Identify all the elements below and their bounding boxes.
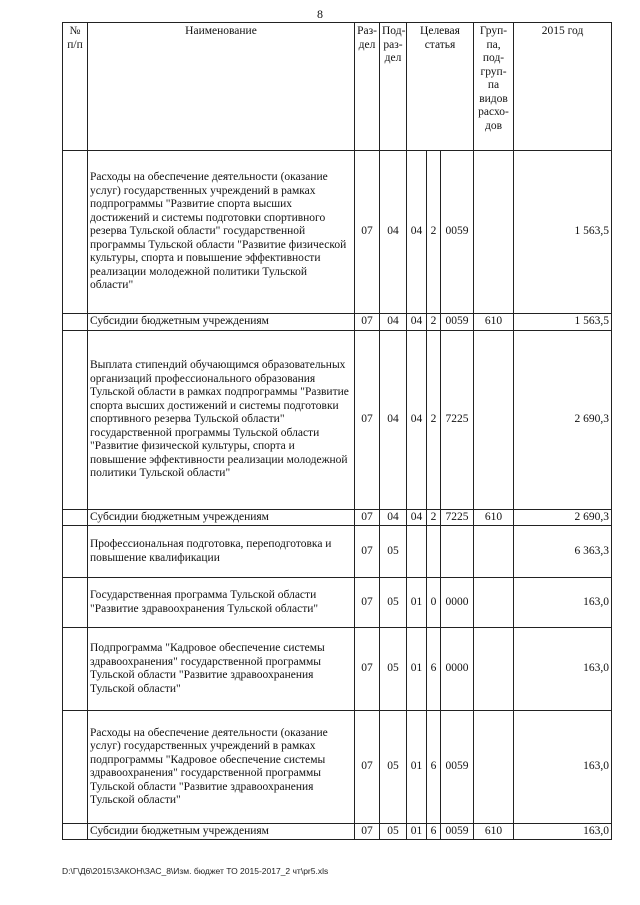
row-group	[474, 628, 514, 711]
row-target-2: 6	[427, 711, 441, 824]
row-num-cell	[63, 526, 88, 578]
row-subsection: 05	[380, 526, 407, 578]
row-amount: 1 563,5	[514, 151, 612, 314]
row-section: 07	[355, 711, 380, 824]
row-subsection: 04	[380, 314, 407, 331]
table-row	[63, 711, 612, 824]
row-target-1: 04	[407, 331, 427, 510]
row-group	[474, 151, 514, 314]
row-name: Профессиональная подготовка, переподготовка и повышение квалификации	[88, 526, 355, 578]
row-group: 610	[474, 314, 514, 331]
budget-table	[62, 22, 612, 840]
header-group: Груп-па, под-груп-па видов расхо-дов	[474, 23, 514, 151]
row-target-1: 04	[407, 510, 427, 526]
row-section: 07	[355, 151, 380, 314]
row-group: 610	[474, 824, 514, 840]
header-year: 2015 год	[514, 23, 612, 151]
row-subsection: 05	[380, 628, 407, 711]
row-target-2: 6	[427, 628, 441, 711]
row-target-2: 2	[427, 510, 441, 526]
row-name: Расходы на обеспечение деятельности (оказание услуг) государственных учреждений в рамках подпрограммы "Развитие спорта высших достижений и системы подготовки спортивного резерва Тульской области" государственной программы Тульской области "Развитие физической культуры, спорта и повышение эффективности реализации молодежной политики Тульской области"	[88, 151, 355, 314]
row-amount: 163,0	[514, 578, 612, 628]
row-section: 07	[355, 314, 380, 331]
row-amount: 2 690,3	[514, 331, 612, 510]
header-name: Наименование	[88, 23, 355, 151]
table-row	[63, 526, 612, 578]
row-num-cell	[63, 824, 88, 840]
row-subsection: 05	[380, 824, 407, 840]
table-row	[63, 578, 612, 628]
row-target-3: 7225	[441, 331, 474, 510]
header-section: Раз-дел	[355, 23, 380, 151]
row-target-1: 01	[407, 628, 427, 711]
row-section: 07	[355, 824, 380, 840]
row-target-3: 7225	[441, 510, 474, 526]
row-group	[474, 578, 514, 628]
row-group	[474, 711, 514, 824]
row-num-cell	[63, 510, 88, 526]
row-group: 610	[474, 510, 514, 526]
row-subsection: 04	[380, 151, 407, 314]
row-section: 07	[355, 331, 380, 510]
table-row	[63, 151, 612, 314]
row-target-3	[441, 526, 474, 578]
row-target-3: 0059	[441, 711, 474, 824]
header-num: № п/п	[63, 23, 88, 151]
row-amount: 2 690,3	[514, 510, 612, 526]
row-amount: 163,0	[514, 824, 612, 840]
row-name: Выплата стипендий обучающимся образовательных организаций профессионального образования Тульской области в рамках подпрограммы "Развитие спорта высших достижений и системы подготовки спортивного резерва Тульской области" государственной программы Тульской области "Развитие физической культуры, спорта и повышение эффективности реализации молодежной политики Тульской области"	[88, 331, 355, 510]
row-target-2: 2	[427, 314, 441, 331]
row-target-2: 2	[427, 331, 441, 510]
row-num-cell	[63, 711, 88, 824]
row-group	[474, 526, 514, 578]
row-amount: 163,0	[514, 711, 612, 824]
row-target-1: 04	[407, 314, 427, 331]
row-num-cell	[63, 331, 88, 510]
row-num-cell	[63, 628, 88, 711]
row-target-3: 0059	[441, 151, 474, 314]
row-section: 07	[355, 526, 380, 578]
row-num-cell	[63, 151, 88, 314]
row-target-3: 0059	[441, 824, 474, 840]
file-path-footer: D:\Г\Д6\2015\ЗАКОН\ЗАС_8\Изм. бюджет ТО 2015-2017_2 чт\pr5.xls	[62, 866, 329, 876]
table-row	[63, 510, 612, 526]
row-amount: 6 363,3	[514, 526, 612, 578]
table-row	[63, 824, 612, 840]
row-target-2: 2	[427, 151, 441, 314]
row-target-2	[427, 526, 441, 578]
row-num-cell	[63, 314, 88, 331]
row-subsection: 04	[380, 331, 407, 510]
row-name: Субсидии бюджетным учреждениям	[88, 510, 355, 526]
row-name: Государственная программа Тульской области "Развитие здравоохранения Тульской области"	[88, 578, 355, 628]
table-row	[63, 331, 612, 510]
row-target-3: 0000	[441, 628, 474, 711]
row-target-3: 0059	[441, 314, 474, 331]
row-amount: 163,0	[514, 628, 612, 711]
row-section: 07	[355, 510, 380, 526]
row-subsection: 05	[380, 711, 407, 824]
row-target-1	[407, 526, 427, 578]
row-name: Субсидии бюджетным учреждениям	[88, 314, 355, 331]
header-target: Целевая статья	[407, 23, 474, 151]
row-target-2: 6	[427, 824, 441, 840]
row-name: Расходы на обеспечение деятельности (оказание услуг) государственных учреждений в рамках подпрограммы "Кадровое обеспечение системы здравоохранения" государственной программы Тульской области "Развитие здравоохранения Тульской области"	[88, 711, 355, 824]
row-target-1: 01	[407, 824, 427, 840]
table-row	[63, 628, 612, 711]
row-group	[474, 331, 514, 510]
table-row	[63, 314, 612, 331]
row-subsection: 04	[380, 510, 407, 526]
row-section: 07	[355, 578, 380, 628]
row-name: Подпрограмма "Кадровое обеспечение системы здравоохранения" государственной программы Тульской области "Развитие здравоохранения Тульской области"	[88, 628, 355, 711]
row-target-1: 01	[407, 711, 427, 824]
row-target-2: 0	[427, 578, 441, 628]
page-number: 8	[317, 7, 323, 21]
row-num-cell	[63, 578, 88, 628]
row-target-1: 04	[407, 151, 427, 314]
header-row	[63, 23, 612, 151]
row-section: 07	[355, 628, 380, 711]
row-target-3: 0000	[441, 578, 474, 628]
row-subsection: 05	[380, 578, 407, 628]
row-amount: 1 563,5	[514, 314, 612, 331]
header-subsection: Под-раз-дел	[380, 23, 407, 151]
row-target-1: 01	[407, 578, 427, 628]
row-name: Субсидии бюджетным учреждениям	[88, 824, 355, 840]
